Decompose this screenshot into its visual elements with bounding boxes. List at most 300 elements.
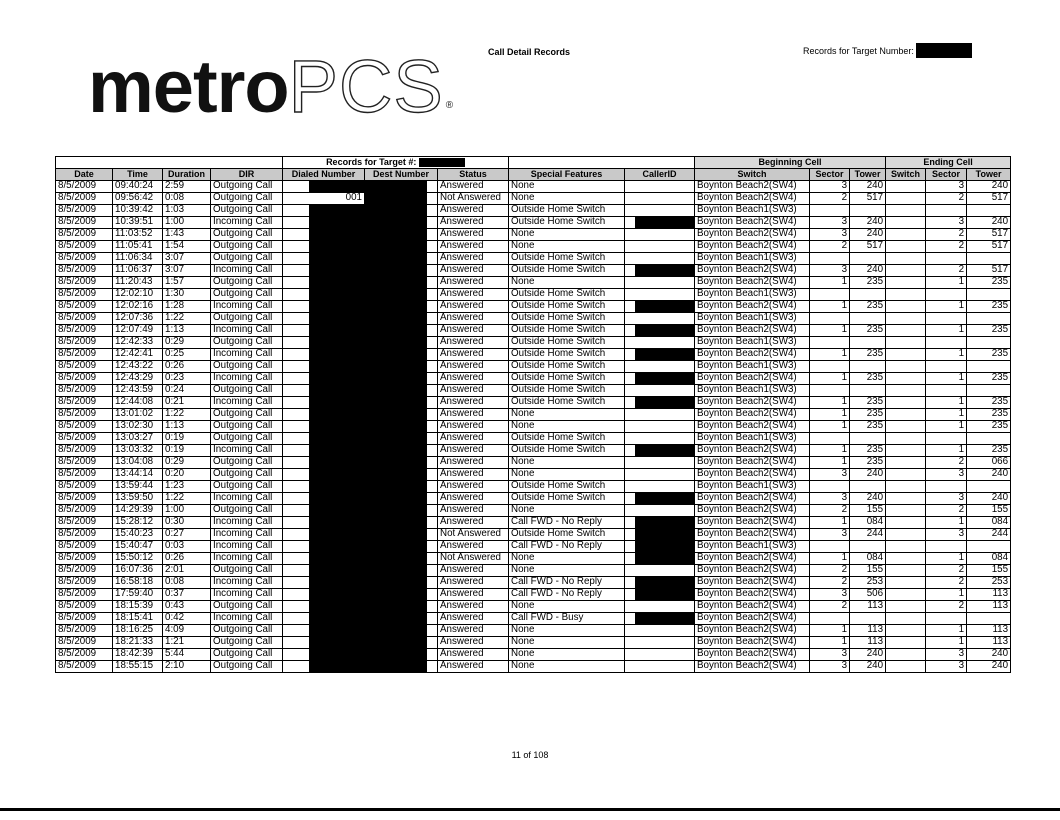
cell-dest-number	[365, 649, 438, 661]
table-row	[56, 289, 1011, 301]
redaction-bar	[635, 613, 694, 624]
cell-special-features: None	[509, 601, 625, 613]
cell-duration: 0:03	[163, 541, 211, 553]
cell-status: Answered	[438, 397, 509, 409]
cell-begin-switch: Boynton Beach2(SW4)	[695, 493, 810, 505]
cell-begin-tower: 240	[850, 661, 886, 673]
cell-time: 09:40:24	[113, 181, 163, 193]
cell-time: 18:55:15	[113, 661, 163, 673]
cell-duration: 0:19	[163, 433, 211, 445]
cell-dest-number	[365, 373, 438, 385]
col-status: Status	[438, 169, 509, 181]
call-detail-table	[55, 156, 1011, 673]
cell-end-tower: 235	[967, 409, 1011, 421]
cell-dest-number	[365, 529, 438, 541]
col-end-switch: Switch	[886, 169, 926, 181]
cell-dir: Outgoing Call	[211, 229, 283, 241]
cell-end-tower: 517	[967, 229, 1011, 241]
cell-end-tower: 240	[967, 181, 1011, 193]
cell-begin-sector: 1	[810, 421, 850, 433]
redaction-bar	[309, 613, 364, 624]
cell-end-sector: 1	[926, 373, 967, 385]
redaction-bar	[365, 205, 427, 216]
cell-begin-sector: 3	[810, 589, 850, 601]
group-blank	[509, 157, 695, 169]
cell-begin-tower: 253	[850, 577, 886, 589]
cell-end-sector: 2	[926, 601, 967, 613]
cell-end-tower	[967, 433, 1011, 445]
cell-dir: Incoming Call	[211, 265, 283, 277]
cell-dir: Incoming Call	[211, 493, 283, 505]
cell-end-tower	[967, 481, 1011, 493]
redaction-bar	[365, 541, 427, 552]
cell-dialed-number	[283, 541, 365, 553]
cell-end-switch	[886, 361, 926, 373]
cell-duration: 0:27	[163, 529, 211, 541]
redaction-bar	[309, 553, 364, 564]
cell-dir: Incoming Call	[211, 541, 283, 553]
cell-special-features: Outside Home Switch	[509, 529, 625, 541]
cell-special-features: None	[509, 457, 625, 469]
cell-callerid	[625, 397, 695, 409]
cell-callerid	[625, 505, 695, 517]
redaction-bar	[309, 373, 364, 384]
cell-begin-tower: 240	[850, 181, 886, 193]
cell-dest-number	[365, 505, 438, 517]
table-row	[56, 601, 1011, 613]
cell-begin-tower: 113	[850, 601, 886, 613]
table-row	[56, 277, 1011, 289]
cell-dir: Outgoing Call	[211, 193, 283, 205]
cell-dir: Outgoing Call	[211, 409, 283, 421]
cell-time: 16:58:18	[113, 577, 163, 589]
cell-time: 18:16:25	[113, 625, 163, 637]
cell-begin-switch: Boynton Beach2(SW4)	[695, 637, 810, 649]
cell-end-sector: 1	[926, 349, 967, 361]
cell-begin-tower: 235	[850, 277, 886, 289]
redaction-bar	[309, 529, 364, 540]
cell-begin-tower: 155	[850, 565, 886, 577]
col-dest-number: Dest Number	[365, 169, 438, 181]
cell-end-switch	[886, 433, 926, 445]
redaction-bar	[635, 553, 694, 564]
cell-end-switch	[886, 613, 926, 625]
cell-status: Answered	[438, 265, 509, 277]
cell-dialed-number	[283, 181, 365, 193]
cell-begin-tower: 113	[850, 625, 886, 637]
cell-dest-number	[365, 193, 438, 205]
cell-date: 8/5/2009	[56, 373, 113, 385]
redaction-bar	[365, 277, 427, 288]
cell-duration: 1:21	[163, 637, 211, 649]
cell-dest-number	[365, 481, 438, 493]
redaction-bar	[365, 493, 427, 504]
cell-begin-tower	[850, 361, 886, 373]
table-row	[56, 181, 1011, 193]
cell-dialed-number	[283, 481, 365, 493]
redaction-bar	[365, 613, 427, 624]
cell-begin-switch: Boynton Beach2(SW4)	[695, 469, 810, 481]
cell-date: 8/5/2009	[56, 481, 113, 493]
cell-begin-switch: Boynton Beach2(SW4)	[695, 529, 810, 541]
cell-begin-tower: 235	[850, 349, 886, 361]
cell-time: 18:21:33	[113, 637, 163, 649]
cell-end-tower	[967, 613, 1011, 625]
cell-time: 12:42:41	[113, 349, 163, 361]
cell-time: 12:43:22	[113, 361, 163, 373]
cell-begin-sector: 3	[810, 265, 850, 277]
cell-time: 13:59:50	[113, 493, 163, 505]
cell-end-tower: 066	[967, 457, 1011, 469]
cell-dialed-number	[283, 289, 365, 301]
cell-dir: Outgoing Call	[211, 661, 283, 673]
cell-dir: Outgoing Call	[211, 565, 283, 577]
table-row	[56, 433, 1011, 445]
cell-begin-switch: Boynton Beach2(SW4)	[695, 661, 810, 673]
cell-status: Answered	[438, 337, 509, 349]
table-row	[56, 457, 1011, 469]
redaction-bar	[365, 517, 427, 528]
cell-dialed-number	[283, 217, 365, 229]
cell-status: Answered	[438, 253, 509, 265]
cell-dir: Outgoing Call	[211, 313, 283, 325]
cell-end-switch	[886, 409, 926, 421]
cell-callerid	[625, 349, 695, 361]
cell-special-features: Call FWD - No Reply	[509, 541, 625, 553]
cell-duration: 5:44	[163, 649, 211, 661]
cell-begin-sector: 3	[810, 649, 850, 661]
cell-date: 8/5/2009	[56, 409, 113, 421]
cell-end-sector: 2	[926, 457, 967, 469]
cell-special-features: None	[509, 625, 625, 637]
table-row	[56, 625, 1011, 637]
cell-begin-tower: 235	[850, 421, 886, 433]
cell-callerid	[625, 265, 695, 277]
cell-status: Answered	[438, 577, 509, 589]
cell-date: 8/5/2009	[56, 445, 113, 457]
cell-duration: 0:26	[163, 361, 211, 373]
redaction-bar	[309, 385, 364, 396]
cell-begin-switch: Boynton Beach2(SW4)	[695, 181, 810, 193]
cell-dest-number	[365, 601, 438, 613]
cell-dest-number	[365, 493, 438, 505]
cell-status: Answered	[438, 313, 509, 325]
cell-time: 12:02:16	[113, 301, 163, 313]
redaction-bar	[365, 481, 427, 492]
cell-dest-number	[365, 625, 438, 637]
table-row	[56, 325, 1011, 337]
cell-begin-switch: Boynton Beach2(SW4)	[695, 517, 810, 529]
cell-begin-sector: 1	[810, 325, 850, 337]
cell-end-sector	[926, 253, 967, 265]
cell-dialed-number	[283, 205, 365, 217]
cell-end-tower: 155	[967, 505, 1011, 517]
cell-duration: 1:13	[163, 421, 211, 433]
cell-dir: Outgoing Call	[211, 649, 283, 661]
cell-time: 10:39:42	[113, 205, 163, 217]
redaction-bar	[309, 469, 364, 480]
redaction-bar	[365, 469, 427, 480]
cell-end-switch	[886, 253, 926, 265]
cell-callerid	[625, 541, 695, 553]
redaction-bar	[365, 241, 427, 252]
cell-special-features: Outside Home Switch	[509, 481, 625, 493]
cell-date: 8/5/2009	[56, 301, 113, 313]
redaction-bar	[365, 625, 427, 636]
cell-special-features: None	[509, 421, 625, 433]
cell-end-switch	[886, 601, 926, 613]
redaction-bar	[309, 541, 364, 552]
redaction-bar	[365, 289, 427, 300]
cell-date: 8/5/2009	[56, 421, 113, 433]
cell-date: 8/5/2009	[56, 589, 113, 601]
cell-end-switch	[886, 589, 926, 601]
cell-dir: Outgoing Call	[211, 241, 283, 253]
redaction-bar	[635, 265, 694, 276]
cell-dir: Incoming Call	[211, 397, 283, 409]
table-row	[56, 421, 1011, 433]
table-row	[56, 253, 1011, 265]
cell-status: Not Answered	[438, 553, 509, 565]
cell-status: Not Answered	[438, 529, 509, 541]
registered-mark: ®	[445, 100, 454, 111]
cell-end-sector	[926, 613, 967, 625]
cell-dialed-number	[283, 529, 365, 541]
cell-callerid	[625, 481, 695, 493]
redaction-bar	[365, 397, 427, 408]
cell-duration: 0:26	[163, 553, 211, 565]
cell-dir: Outgoing Call	[211, 505, 283, 517]
table-row	[56, 373, 1011, 385]
cell-end-sector: 1	[926, 409, 967, 421]
table-body	[56, 181, 1011, 673]
cell-special-features: None	[509, 277, 625, 289]
table-row	[56, 217, 1011, 229]
table-row	[56, 205, 1011, 217]
cell-end-sector: 2	[926, 229, 967, 241]
redaction-bar	[309, 625, 364, 636]
cell-dir: Incoming Call	[211, 445, 283, 457]
redaction-bar	[365, 349, 427, 360]
cell-end-sector	[926, 361, 967, 373]
cell-dialed-number	[283, 625, 365, 637]
cell-end-sector: 1	[926, 517, 967, 529]
cell-begin-switch: Boynton Beach2(SW4)	[695, 421, 810, 433]
cell-end-sector: 2	[926, 565, 967, 577]
redaction-bar	[365, 313, 427, 324]
redaction-bar	[365, 421, 427, 432]
cell-end-sector: 3	[926, 661, 967, 673]
cell-begin-tower	[850, 613, 886, 625]
redaction-bar	[365, 433, 427, 444]
table-row	[56, 541, 1011, 553]
cell-end-tower: 235	[967, 397, 1011, 409]
records-target-label: Records for Target #:	[326, 157, 417, 168]
cell-duration: 4:09	[163, 625, 211, 637]
redaction-box	[419, 158, 465, 167]
cell-time: 14:29:39	[113, 505, 163, 517]
cell-end-tower: 235	[967, 373, 1011, 385]
cell-special-features: None	[509, 649, 625, 661]
cell-duration: 0:29	[163, 337, 211, 349]
table-row	[56, 313, 1011, 325]
cell-status: Answered	[438, 613, 509, 625]
redaction-bar	[309, 445, 364, 456]
redaction-bar	[365, 649, 427, 660]
cell-dir: Outgoing Call	[211, 277, 283, 289]
cell-end-switch	[886, 217, 926, 229]
cell-dialed-number	[283, 373, 365, 385]
cell-dir: Outgoing Call	[211, 181, 283, 193]
cell-callerid	[625, 325, 695, 337]
redaction-bar	[635, 373, 694, 384]
cell-time: 10:39:51	[113, 217, 163, 229]
redaction-bar	[309, 397, 364, 408]
cell-dest-number	[365, 301, 438, 313]
cell-callerid	[625, 373, 695, 385]
table-row	[56, 445, 1011, 457]
cell-time: 11:20:43	[113, 277, 163, 289]
redaction-bar	[309, 565, 364, 576]
cell-date: 8/5/2009	[56, 229, 113, 241]
cell-duration: 1:22	[163, 313, 211, 325]
cell-time: 15:28:12	[113, 517, 163, 529]
cell-end-sector: 1	[926, 637, 967, 649]
cell-status: Answered	[438, 625, 509, 637]
cell-begin-sector: 1	[810, 445, 850, 457]
cell-special-features: Outside Home Switch	[509, 373, 625, 385]
col-begin-switch: Switch	[695, 169, 810, 181]
target-number-text: Records for Target Number:	[803, 45, 914, 56]
cell-duration: 0:20	[163, 469, 211, 481]
cell-begin-switch: Boynton Beach1(SW3)	[695, 541, 810, 553]
cell-dialed-number	[283, 265, 365, 277]
cell-special-features: Outside Home Switch	[509, 337, 625, 349]
table-row	[56, 229, 1011, 241]
redaction-bar	[365, 661, 427, 672]
cell-begin-sector: 1	[810, 517, 850, 529]
table-row	[56, 589, 1011, 601]
cell-begin-sector: 1	[810, 397, 850, 409]
cell-callerid	[625, 409, 695, 421]
redaction-bar	[365, 505, 427, 516]
cell-callerid	[625, 253, 695, 265]
cell-duration: 0:23	[163, 373, 211, 385]
cell-begin-tower: 235	[850, 409, 886, 421]
cell-begin-switch: Boynton Beach2(SW4)	[695, 349, 810, 361]
cell-special-features: Outside Home Switch	[509, 325, 625, 337]
cell-date: 8/5/2009	[56, 289, 113, 301]
cell-duration: 1:54	[163, 241, 211, 253]
cell-end-switch	[886, 385, 926, 397]
cell-begin-switch: Boynton Beach1(SW3)	[695, 205, 810, 217]
cell-date: 8/5/2009	[56, 529, 113, 541]
cell-dir: Outgoing Call	[211, 289, 283, 301]
redaction-bar	[365, 637, 427, 648]
cell-callerid	[625, 457, 695, 469]
cell-end-switch	[886, 529, 926, 541]
redaction-bar	[309, 457, 364, 468]
cell-special-features: Call FWD - No Reply	[509, 517, 625, 529]
cell-time: 18:15:41	[113, 613, 163, 625]
cell-end-sector: 2	[926, 193, 967, 205]
table-row	[56, 301, 1011, 313]
cell-status: Answered	[438, 241, 509, 253]
cell-duration: 1:28	[163, 301, 211, 313]
cell-date: 8/5/2009	[56, 553, 113, 565]
cell-dest-number	[365, 637, 438, 649]
cell-special-features: None	[509, 637, 625, 649]
ending-cell-group: Ending Cell	[886, 157, 1011, 169]
cell-begin-tower: 235	[850, 325, 886, 337]
cell-end-switch	[886, 349, 926, 361]
cell-begin-tower: 240	[850, 649, 886, 661]
cell-begin-switch: Boynton Beach1(SW3)	[695, 289, 810, 301]
cell-end-sector: 2	[926, 577, 967, 589]
cell-begin-switch: Boynton Beach1(SW3)	[695, 361, 810, 373]
cell-begin-tower	[850, 289, 886, 301]
cell-dialed-number	[283, 241, 365, 253]
cell-begin-sector	[810, 253, 850, 265]
cell-status: Answered	[438, 325, 509, 337]
cell-callerid	[625, 241, 695, 253]
cell-status: Answered	[438, 505, 509, 517]
cell-callerid	[625, 589, 695, 601]
cell-end-switch	[886, 457, 926, 469]
cell-dialed-number	[283, 397, 365, 409]
cell-end-switch	[886, 337, 926, 349]
cell-begin-tower	[850, 433, 886, 445]
cell-date: 8/5/2009	[56, 637, 113, 649]
cell-date: 8/5/2009	[56, 277, 113, 289]
cell-begin-switch: Boynton Beach1(SW3)	[695, 481, 810, 493]
table-row	[56, 349, 1011, 361]
col-end-sector: Sector	[926, 169, 967, 181]
table-row	[56, 529, 1011, 541]
cell-begin-sector: 1	[810, 409, 850, 421]
cell-end-tower	[967, 541, 1011, 553]
cell-begin-sector	[810, 613, 850, 625]
cell-end-tower: 235	[967, 421, 1011, 433]
redaction-bar	[309, 337, 364, 348]
cell-begin-tower: 244	[850, 529, 886, 541]
cell-end-sector: 3	[926, 469, 967, 481]
col-date: Date	[56, 169, 113, 181]
cell-time: 13:03:32	[113, 445, 163, 457]
cell-dir: Incoming Call	[211, 613, 283, 625]
cell-duration: 1:00	[163, 505, 211, 517]
cell-callerid	[625, 445, 695, 457]
cell-begin-tower: 235	[850, 397, 886, 409]
redaction-bar	[365, 325, 427, 336]
cell-begin-sector: 2	[810, 577, 850, 589]
cell-begin-tower	[850, 205, 886, 217]
table-row	[56, 265, 1011, 277]
cell-duration: 2:10	[163, 661, 211, 673]
cell-dir: Incoming Call	[211, 577, 283, 589]
cell-begin-switch: Boynton Beach1(SW3)	[695, 313, 810, 325]
redaction-bar	[635, 397, 694, 408]
cell-dest-number	[365, 577, 438, 589]
cell-status: Answered	[438, 181, 509, 193]
table-row	[56, 505, 1011, 517]
cell-end-tower: 244	[967, 529, 1011, 541]
cell-end-sector: 3	[926, 493, 967, 505]
cell-end-sector: 1	[926, 325, 967, 337]
cell-dest-number	[365, 589, 438, 601]
redaction-bar	[635, 493, 694, 504]
cell-duration: 0:19	[163, 445, 211, 457]
